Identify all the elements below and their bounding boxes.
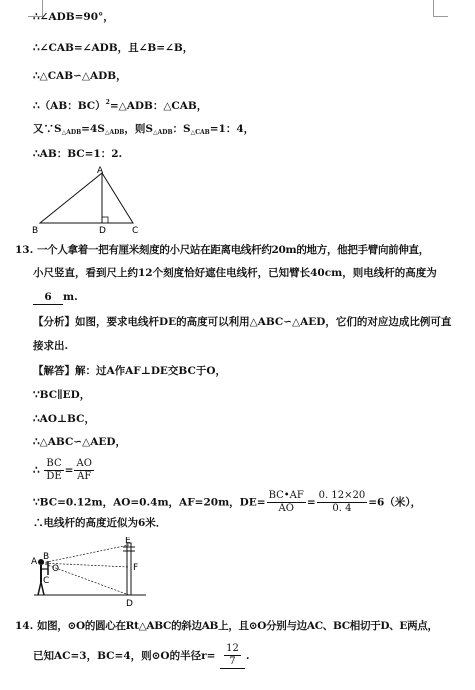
pole-figure — [30, 537, 150, 609]
q14-text-2: 已知AC=3，BC=4，则⊙O的半径r= — [33, 650, 216, 662]
q13-solution-2: ∵BC∥ED， — [33, 389, 91, 401]
page-corner-mark — [433, 0, 448, 17]
fraction-de-formula — [267, 490, 306, 515]
solution-tag: 【解答】 — [33, 365, 75, 377]
q13-analysis-1 — [33, 315, 451, 329]
q13-solution-7: ∴电线杆的高度近似为6米． — [33, 517, 167, 529]
numerator: BC — [46, 458, 62, 469]
label-b: B — [32, 226, 39, 235]
denominator: 0. 4 — [317, 502, 368, 515]
text: ∵BC=0.12m，AO=0.4m，AF=20m，DE= — [33, 496, 266, 509]
denominator: AF — [74, 470, 93, 483]
right-angle-mark — [102, 217, 108, 223]
denominator: 7 — [224, 655, 241, 668]
numerator: AO — [76, 458, 92, 469]
sight-line-ae — [42, 545, 129, 563]
q14-text-1: 如图，⊙O的圆心在Rt△ABC的斜边AB上，且⊙O分别与边AC、BC相切于D、E两点， — [36, 620, 438, 632]
exponent: 2 — [105, 99, 110, 106]
label-o: O — [52, 564, 60, 574]
equals-sign: = — [64, 464, 74, 477]
q13-text-2: 小尺竖直，看到尺上约12个刻度恰好遮住电线杆，已知臂长40cm，则电线杆的高度为 — [33, 267, 437, 279]
triangle-figure — [30, 165, 150, 235]
label-b: B — [43, 552, 50, 562]
analysis-text: 如图，要求电线杆DE的高度可以利用△ABC∽△AED，它们的对应边成比例可直 — [75, 316, 452, 328]
q13-solution-6 — [33, 490, 421, 515]
q13-solution-4: ∴△ABC∽△AED， — [33, 436, 126, 448]
text: =1：4， — [209, 123, 255, 135]
question-number: 14. — [15, 620, 34, 632]
proof-line-4 — [33, 96, 207, 113]
radius-answer-fraction — [220, 643, 245, 669]
q13-solution-3: ∴AO⊥BC， — [33, 413, 95, 425]
q14-line-1 — [15, 619, 438, 633]
subscript: △CAB — [190, 129, 210, 136]
q13-solution-5 — [33, 458, 95, 483]
proof-line-5 — [33, 122, 254, 140]
analysis-tag: 【分析】 — [33, 316, 75, 328]
q13-text-1: 一个人拿着一把有厘米刻度的小尺站在距离电线杆约20m的地方，他把手臂向前伸直， — [36, 244, 429, 256]
triangle-abc — [40, 173, 133, 223]
text: ，则S — [124, 123, 153, 135]
period: . — [245, 650, 250, 662]
question-number: 13. — [15, 244, 34, 256]
label-d: D — [126, 599, 133, 609]
text: 又∵S — [33, 123, 62, 135]
subscript: △ADB — [61, 129, 82, 136]
denominator: DE — [46, 471, 62, 482]
label-c: C — [43, 576, 50, 586]
proof-line-4-a: ∴（AB：BC） — [33, 100, 106, 112]
label-a: A — [31, 557, 38, 567]
equals-sign: = — [306, 496, 316, 509]
proof-line-2: ∴∠CAB=∠ADB，且∠B=∠B， — [33, 42, 194, 54]
numerator: BC•AF — [268, 490, 304, 501]
text: =4S — [81, 123, 105, 135]
proof-line-3: ∴△CAB∽△ADB， — [33, 70, 127, 82]
proof-line-6: ∴AB：BC=1：2. — [33, 148, 123, 160]
fraction-de-value — [317, 490, 368, 515]
therefore-symbol: ∴ — [33, 464, 40, 477]
proof-line-1: ∴∠ADB=90°， — [33, 11, 114, 23]
answer-blank: 6 — [33, 290, 63, 305]
fraction-bc-de — [44, 458, 63, 483]
label-a: A — [97, 166, 104, 176]
label-d: D — [99, 226, 106, 235]
q14-line-2 — [33, 643, 249, 669]
subscript: △ADB — [152, 129, 173, 136]
label-e: E — [125, 537, 131, 546]
q13-solution-1 — [33, 364, 226, 378]
text: ：S — [172, 123, 191, 135]
answer-unit: m. — [63, 291, 78, 303]
numerator: 0. 12×20 — [318, 490, 366, 501]
person-leg — [38, 582, 41, 595]
q13-answer-line — [33, 290, 78, 305]
fraction-ao-af — [74, 458, 93, 483]
q13-analysis-2: 接求出. — [33, 340, 69, 352]
denominator: AO — [267, 502, 306, 515]
solution-text: 解：过A作AF⊥DE交BC于O， — [75, 365, 227, 377]
numerator: 12 — [226, 643, 239, 654]
proof-line-4-b: =△ADB：△CAB， — [109, 100, 208, 112]
label-f: F — [133, 563, 139, 573]
subscript: △ADB — [104, 129, 125, 136]
label-c: C — [132, 226, 139, 235]
text: =6（米）， — [368, 496, 422, 509]
q13-line-1 — [15, 243, 429, 257]
